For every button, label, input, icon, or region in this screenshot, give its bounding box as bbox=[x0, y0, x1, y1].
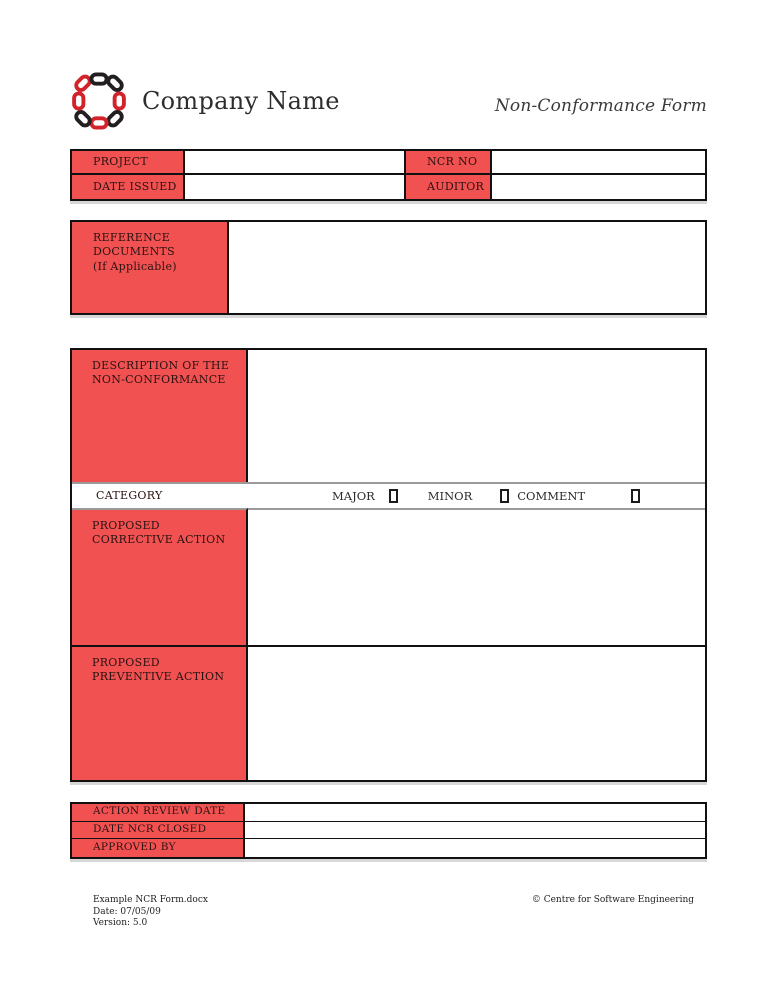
action-review-date-value-field[interactable] bbox=[245, 804, 705, 822]
main-table bbox=[70, 348, 707, 782]
auditor-value-field[interactable] bbox=[492, 175, 705, 199]
project-value-field[interactable] bbox=[185, 151, 406, 175]
form-title: Non-Conformance Form bbox=[494, 96, 707, 116]
footer-version: Version: 5.0 bbox=[93, 918, 148, 929]
major-label: MAJOR bbox=[332, 489, 375, 503]
reference-documents-value-field[interactable] bbox=[229, 222, 705, 313]
category-option-comment bbox=[517, 489, 640, 503]
ncr-no-label: NCR NO bbox=[406, 151, 492, 175]
corrective-action-label: PROPOSED CORRECTIVE ACTION bbox=[72, 508, 248, 645]
preventive-action-value-field[interactable] bbox=[248, 645, 705, 780]
major-checkbox[interactable] bbox=[389, 489, 398, 503]
minor-label: MINOR bbox=[427, 489, 473, 503]
comment-checkbox[interactable] bbox=[631, 489, 640, 503]
brand bbox=[72, 70, 340, 132]
approved-by-label: APPROVED BY bbox=[72, 839, 245, 857]
closure-table bbox=[70, 802, 707, 859]
info-table bbox=[70, 149, 707, 201]
category-option-minor bbox=[428, 489, 509, 503]
date-ncr-closed-label: DATE NCR CLOSED bbox=[72, 822, 245, 840]
footer bbox=[70, 895, 707, 930]
chain-square-logo-icon bbox=[72, 70, 126, 132]
approved-by-value-field[interactable] bbox=[245, 839, 705, 857]
reference-documents-label: REFERENCE DOCUMENTS (If Applicable) bbox=[72, 222, 229, 313]
footer-document-info bbox=[93, 895, 208, 930]
description-label: DESCRIPTION OF THE NON-CONFORMANCE bbox=[72, 350, 248, 482]
corrective-action-value-field[interactable] bbox=[248, 508, 705, 645]
action-review-date-label: ACTION REVIEW DATE bbox=[72, 804, 245, 822]
minor-checkbox[interactable] bbox=[500, 489, 509, 503]
date-issued-value-field[interactable] bbox=[185, 175, 406, 199]
category-option-major bbox=[332, 489, 398, 503]
ncr-no-value-field[interactable] bbox=[492, 151, 705, 175]
date-issued-label: DATE ISSUED bbox=[72, 175, 185, 199]
description-value-field[interactable] bbox=[248, 350, 705, 482]
company-name: Company Name bbox=[142, 87, 340, 115]
footer-document-name: Example NCR Form.docx bbox=[93, 895, 208, 905]
comment-label: COMMENT bbox=[517, 489, 586, 503]
project-label: PROJECT bbox=[72, 151, 185, 175]
category-label: CATEGORY bbox=[72, 482, 248, 508]
category-options bbox=[248, 482, 705, 508]
preventive-action-label: PROPOSED PREVENTIVE ACTION bbox=[72, 645, 248, 780]
header bbox=[72, 70, 707, 132]
reference-documents-table bbox=[70, 220, 707, 315]
date-ncr-closed-value-field[interactable] bbox=[245, 822, 705, 840]
auditor-label: AUDITOR bbox=[406, 175, 492, 199]
footer-copyright: © Centre for Software Engineering bbox=[531, 895, 694, 905]
footer-date: Date: 07/05/09 bbox=[93, 906, 161, 917]
